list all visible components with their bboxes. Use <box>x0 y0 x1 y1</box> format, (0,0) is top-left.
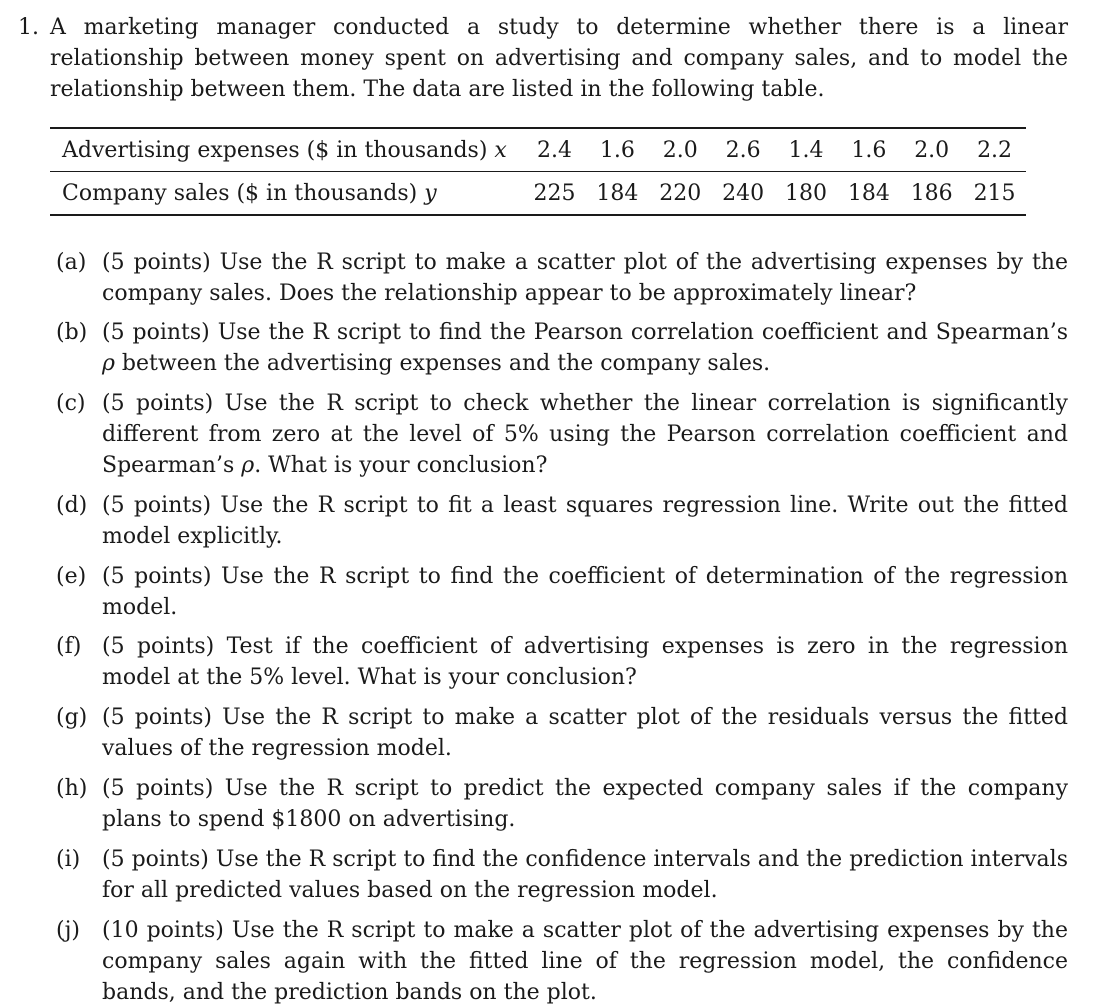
table-cell: 1.6 <box>586 128 649 172</box>
data-table <box>50 127 1026 216</box>
variable-x: x <box>494 137 507 163</box>
part-f <box>50 631 1068 693</box>
part-h <box>50 773 1068 835</box>
table-cell: 1.6 <box>837 128 900 172</box>
part-text-before: (5 points) Use the R script to check whether the linear correlation is significantly different from zero at the level of 5% using the Pearson correlation coefficient and Spearman’s <box>102 391 1068 478</box>
part-text: (5 points) Use the R script to make a scatter plot of the advertising expenses by the company sales. Does the relationship appear to be approximately linear? <box>102 250 1068 306</box>
table-row-label <box>50 172 523 216</box>
table-cell: 225 <box>523 172 586 216</box>
problem-number: 1. <box>18 15 39 40</box>
row-label-text: Advertising expenses ($ in thousands) <box>62 137 488 163</box>
table-cell: 220 <box>649 172 712 216</box>
part-text <box>102 317 1068 379</box>
variable-y: y <box>424 180 437 206</box>
part-text: (5 points) Use the R script to predict the expected company sales if the company plans to spend $1800 on advertising. <box>102 776 1068 832</box>
part-d <box>50 490 1068 552</box>
part-label: (b) <box>56 320 88 345</box>
part-label: (f) <box>56 634 82 659</box>
part-text: (5 points) Use the R script to fit a least squares regression line. Write out the fitted model explicitly. <box>102 493 1068 549</box>
part-text: (5 points) Use the R script to find the coefficient of determination of the regression model. <box>102 564 1068 620</box>
rho-symbol: ρ <box>102 351 115 376</box>
part-a <box>50 247 1068 309</box>
table-cell: 215 <box>963 172 1026 216</box>
part-text: (5 points) Test if the coefficient of advertising expenses is zero in the regression model at the 5% level. What is your conclusion? <box>102 634 1068 690</box>
table-cell: 184 <box>586 172 649 216</box>
table-cell: 2.6 <box>712 128 775 172</box>
part-text-after: between the advertising expenses and the company sales. <box>114 351 771 376</box>
table-cell: 1.4 <box>775 128 838 172</box>
part-label: (g) <box>56 705 88 730</box>
table-cell: 186 <box>900 172 963 216</box>
part-text: (5 points) Use the R script to make a scatter plot of the residuals versus the fitted values of the regression model. <box>102 705 1068 761</box>
part-label: (e) <box>56 564 87 589</box>
part-text: (5 points) Use the R script to find the confidence intervals and the prediction intervals for all predicted values based on the regression model. <box>102 847 1068 903</box>
part-label: (j) <box>56 918 80 943</box>
table-cell: 2.2 <box>963 128 1026 172</box>
rho-symbol: ρ <box>241 453 255 478</box>
part-g <box>50 702 1068 764</box>
table-cell: 240 <box>712 172 775 216</box>
part-e <box>50 561 1068 623</box>
row-label-text: Company sales ($ in thousands) <box>62 180 418 206</box>
problem-intro: A marketing manager conducted a study to determine whether there is a linear relationship between money spent on advertising and company sales, and to model the relationship between them. The data are listed in the following table. <box>50 15 1068 102</box>
part-i <box>50 844 1068 906</box>
part-label: (h) <box>56 776 88 801</box>
table-row-sales <box>50 172 1026 216</box>
part-label: (a) <box>56 250 87 275</box>
part-j <box>50 915 1068 1008</box>
part-c <box>50 388 1068 481</box>
parts-list <box>50 247 1068 1008</box>
part-text <box>102 388 1068 481</box>
table-cell: 180 <box>775 172 838 216</box>
part-label: (c) <box>56 391 86 416</box>
table-cell: 2.0 <box>900 128 963 172</box>
part-text: (10 points) Use the R script to make a scatter plot of the advertising expenses by the company sales again with the fitted line of the regression model, the confidence bands, and the prediction bands on the plot. <box>102 918 1068 1005</box>
table-cell: 2.0 <box>649 128 712 172</box>
part-label: (i) <box>56 847 81 872</box>
table-row-label <box>50 128 523 172</box>
part-text-after: . What is your conclusion? <box>254 453 548 478</box>
part-text-before: (5 points) Use the R script to find the Pearson correlation coefficient and Spearman’s <box>102 320 1068 345</box>
part-label: (d) <box>56 493 88 518</box>
table-row-advertising <box>50 128 1026 172</box>
part-b <box>50 317 1068 379</box>
table-cell: 2.4 <box>523 128 586 172</box>
table-cell: 184 <box>837 172 900 216</box>
